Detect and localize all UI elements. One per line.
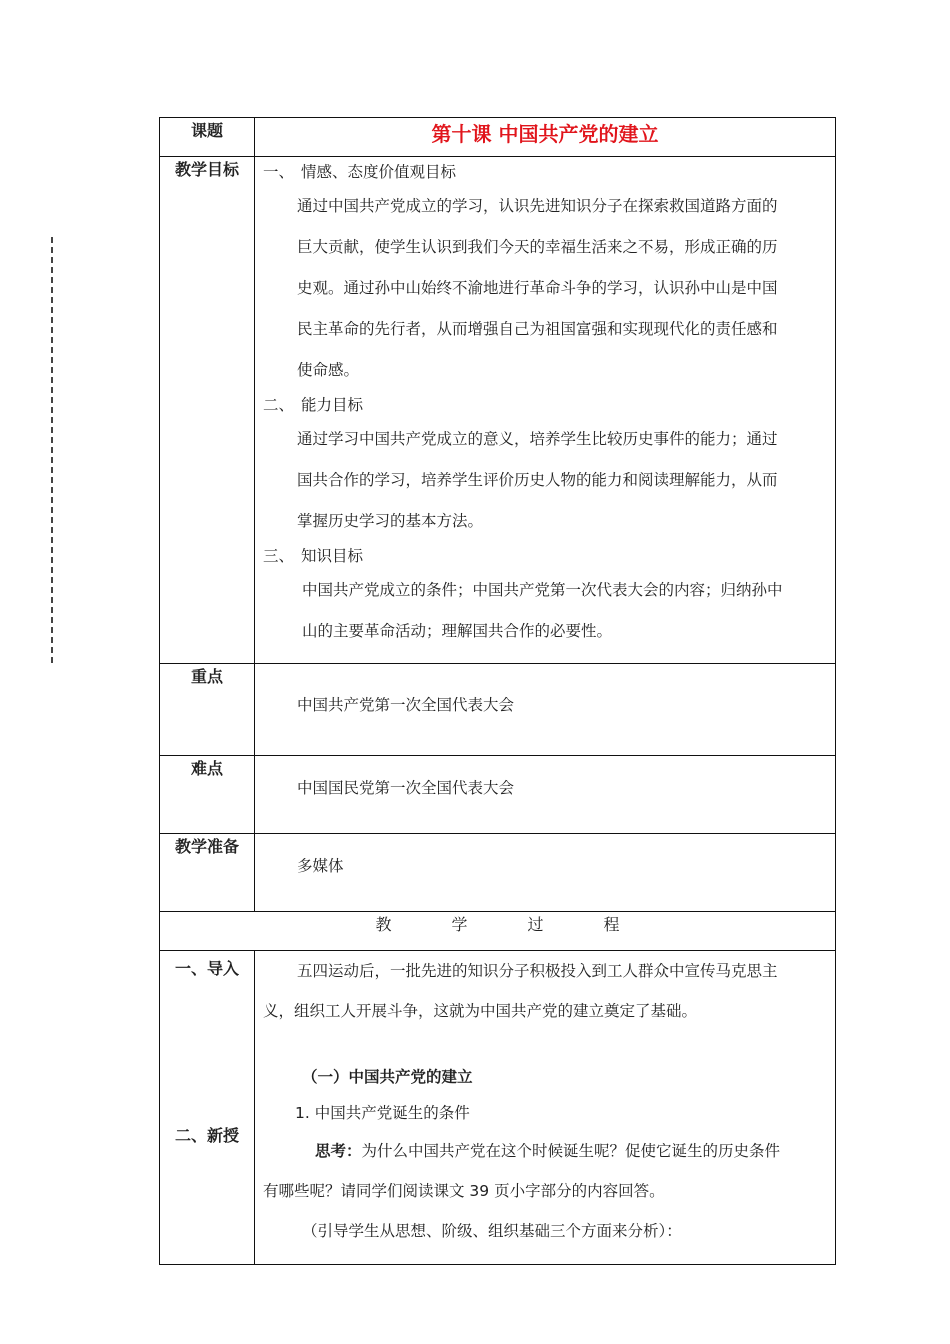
objectives-label: 教学目标 (160, 157, 255, 664)
objectives-content (255, 157, 836, 664)
objective-text-line: 通过学习中国共产党成立的意义，培养学生比较历史事件的能力；通过 (297, 430, 778, 448)
think-line: 思考：为什么中国共产党在这个时候诞生呢？促使它诞生的历史条件 (315, 1142, 781, 1160)
difficulty-row (160, 756, 836, 834)
objective-text-line: 通过中国共产党成立的学习，认识先进知识分子在探索救国道路方面的 (297, 197, 778, 215)
key-point-row (160, 664, 836, 756)
objectives-row (160, 157, 836, 664)
difficulty-label: 难点 (160, 756, 255, 834)
process-heading: 教 学 过 程 (160, 912, 836, 951)
objective-text-line: 山的主要革命活动；理解国共合作的必要性。 (302, 622, 613, 640)
objective-text-line: 掌握历史学习的基本方法。 (297, 512, 484, 530)
objective-text-line: 国共合作的学习，培养学生评价历史人物的能力和阅读理解能力，从而 (297, 471, 778, 489)
objective-text-line: 中国共产党成立的条件；中国共产党第一次代表大会的内容；归纳孙中 (302, 581, 783, 599)
process-content (255, 951, 836, 1265)
intro-text-line: 义，组织工人开展斗争，这就为中国共产党的建立奠定了基础。 (263, 1002, 698, 1020)
preparation-label: 教学准备 (160, 834, 255, 912)
preparation-cell (255, 834, 836, 912)
objective-text-line: 史观。通过孙中山始终不渝地进行革命斗争的学习，认识孙中山是中国 (297, 279, 778, 297)
think-label: 思考： (315, 1142, 362, 1160)
think-line-2: 有哪些呢？请同学们阅读课文 39 页小字部分的内容回答。 (263, 1182, 665, 1200)
objective-heading-3: 三、 知识目标 (263, 547, 364, 565)
intro-text-line: 五四运动后，一批先进的知识分子积极投入到工人群众中宣传马克思主 (297, 962, 778, 980)
new-lesson-stage-label: 二、新授 (174, 1126, 239, 1145)
difficulty-cell (255, 756, 836, 834)
difficulty-text: 中国国民党第一次全国代表大会 (297, 779, 515, 797)
topic-row (160, 118, 836, 157)
process-heading-row (160, 912, 836, 951)
preparation-row (160, 834, 836, 912)
objective-text-line: 巨大贡献，使学生认识到我们今天的幸福生活来之不易，形成正确的历 (297, 238, 778, 256)
objective-text-line: 使命感。 (297, 361, 360, 379)
item-heading: 1. 中国共产党诞生的条件 (295, 1104, 470, 1122)
stage-labels-cell (160, 951, 255, 1265)
objective-heading-2: 二、 能力目标 (263, 396, 364, 414)
topic-label: 课题 (160, 118, 255, 157)
process-row (160, 951, 836, 1265)
preparation-text: 多媒体 (297, 857, 344, 875)
sub-heading: （一）中国共产党的建立 (302, 1068, 473, 1086)
binding-margin-line (51, 237, 53, 663)
objective-text-line: 民主革命的先行者，从而增强自己为祖国富强和实现现代化的责任感和 (297, 320, 778, 338)
lesson-plan-table (159, 117, 836, 1265)
key-point-text: 中国共产党第一次全国代表大会 (297, 696, 515, 714)
key-point-label: 重点 (160, 664, 255, 756)
lesson-title: 第十课 中国共产党的建立 (255, 118, 836, 157)
key-point-cell (255, 664, 836, 756)
intro-stage-label: 一、导入 (174, 959, 239, 978)
objective-heading-1: 一、 情感、态度价值观目标 (263, 163, 457, 181)
guide-text: （引导学生从思想、阶级、组织基础三个方面来分析）： (302, 1222, 682, 1240)
